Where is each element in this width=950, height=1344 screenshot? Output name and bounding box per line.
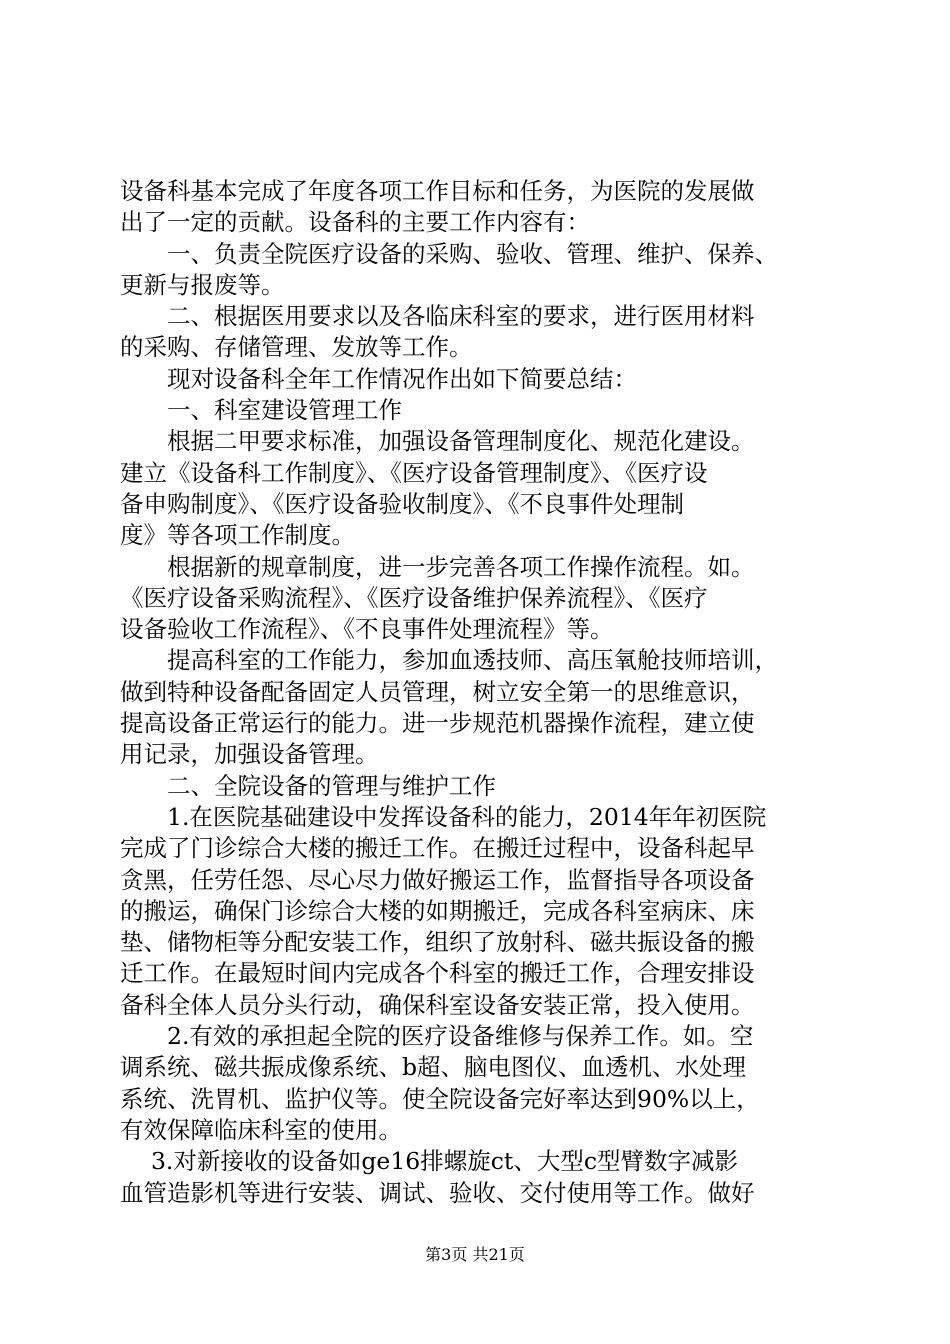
text-line: 用记录，加强设备管理。	[120, 740, 379, 769]
text-line: 贪黑，任劳任怨、尽心尽力做好搬运工作，监督指导各项设备	[120, 865, 755, 894]
text-line: 做到特种设备配备固定人员管理，树立安全第一的思维意识，	[120, 677, 755, 706]
text-line: 现对设备科全年工作情况作出如下简要总结：	[120, 364, 637, 393]
text-line: 迁工作。在最短时间内完成各个科室的搬迁工作，合理安排设	[120, 959, 755, 988]
text-line: 建立《设备科工作制度》、《医疗设备管理制度》、《医疗设	[120, 458, 708, 487]
text-line: 根据二甲要求标准，加强设备管理制度化、规范化建设。	[120, 427, 755, 456]
text-line: 垫、储物柜等分配安装工作，组织了放射科、磁共振设备的搬	[120, 928, 755, 957]
text-line: 备科全体人员分头行动，确保科室设备安装正常，投入使用。	[120, 990, 755, 1019]
text-line: 的搬运，确保门诊综合大楼的如期搬迁，完成各科室病床、床	[120, 896, 755, 925]
text-line: 完成了门诊综合大楼的搬迁工作。在搬迁过程中，设备科起早	[120, 834, 755, 863]
text-line: 调系统、磁共振成像系统、b超、脑电图仪、血透机、水处理	[120, 1053, 747, 1082]
text-line: 血管造影机等进行安装、调试、验收、交付使用等工作。做好	[120, 1178, 755, 1207]
text-line: 更新与报废等。	[120, 270, 285, 299]
text-line: 出了一定的贡献。设备科的主要工作内容有：	[120, 208, 590, 237]
text-line: 二、根据医用要求以及各临床科室的要求，进行医用材料	[120, 302, 755, 331]
document-body	[120, 176, 840, 1209]
text-line: 《医疗设备采购流程》、《医疗设备维护保养流程》、《医疗	[120, 583, 708, 612]
text-line: 设备科基本完成了年度各项工作目标和任务，为医院的发展做	[120, 177, 755, 205]
text-line: 备申购制度》、《医疗设备验收制度》、《不良事件处理制	[120, 489, 684, 518]
section-heading: 二、全院设备的管理与维护工作	[120, 771, 496, 800]
text-line: 1.在医院基础建设中发挥设备科的能力，2014年年初医院	[120, 802, 767, 831]
text-line: 2.有效的承担起全院的医疗设备维修与保养工作。如。空	[120, 1022, 754, 1051]
section-heading: 一、科室建设管理工作	[120, 396, 402, 425]
text-line: 一、负责全院医疗设备的采购、验收、管理、维护、保养、	[120, 239, 778, 268]
text-line: 提高设备正常运行的能力。进一步规范机器操作流程，建立使	[120, 709, 755, 738]
text-line: 的采购、存储管理、发放等工作。	[120, 333, 473, 362]
text-line: 有效保障临床科室的使用。	[120, 1115, 402, 1144]
text-line: 设备验收工作流程》、《不良事件处理流程》等。	[120, 615, 614, 644]
text-line: 度》等各项工作制度。	[120, 521, 355, 550]
text-line: 系统、洗胃机、监护仪等。使全院设备完好率达到90%以上，	[120, 1084, 760, 1113]
page-footer: 第3页 共21页	[425, 1245, 525, 1264]
text-line: 提高科室的工作能力，参加血透技师、高压氧舱技师培训，	[120, 646, 778, 675]
text-line: 根据新的规章制度，进一步完善各项工作操作流程。如。	[120, 552, 755, 581]
text-line: 3.对新接收的设备如ge16排螺旋ct、大型c型臂数字减影	[120, 1147, 739, 1176]
